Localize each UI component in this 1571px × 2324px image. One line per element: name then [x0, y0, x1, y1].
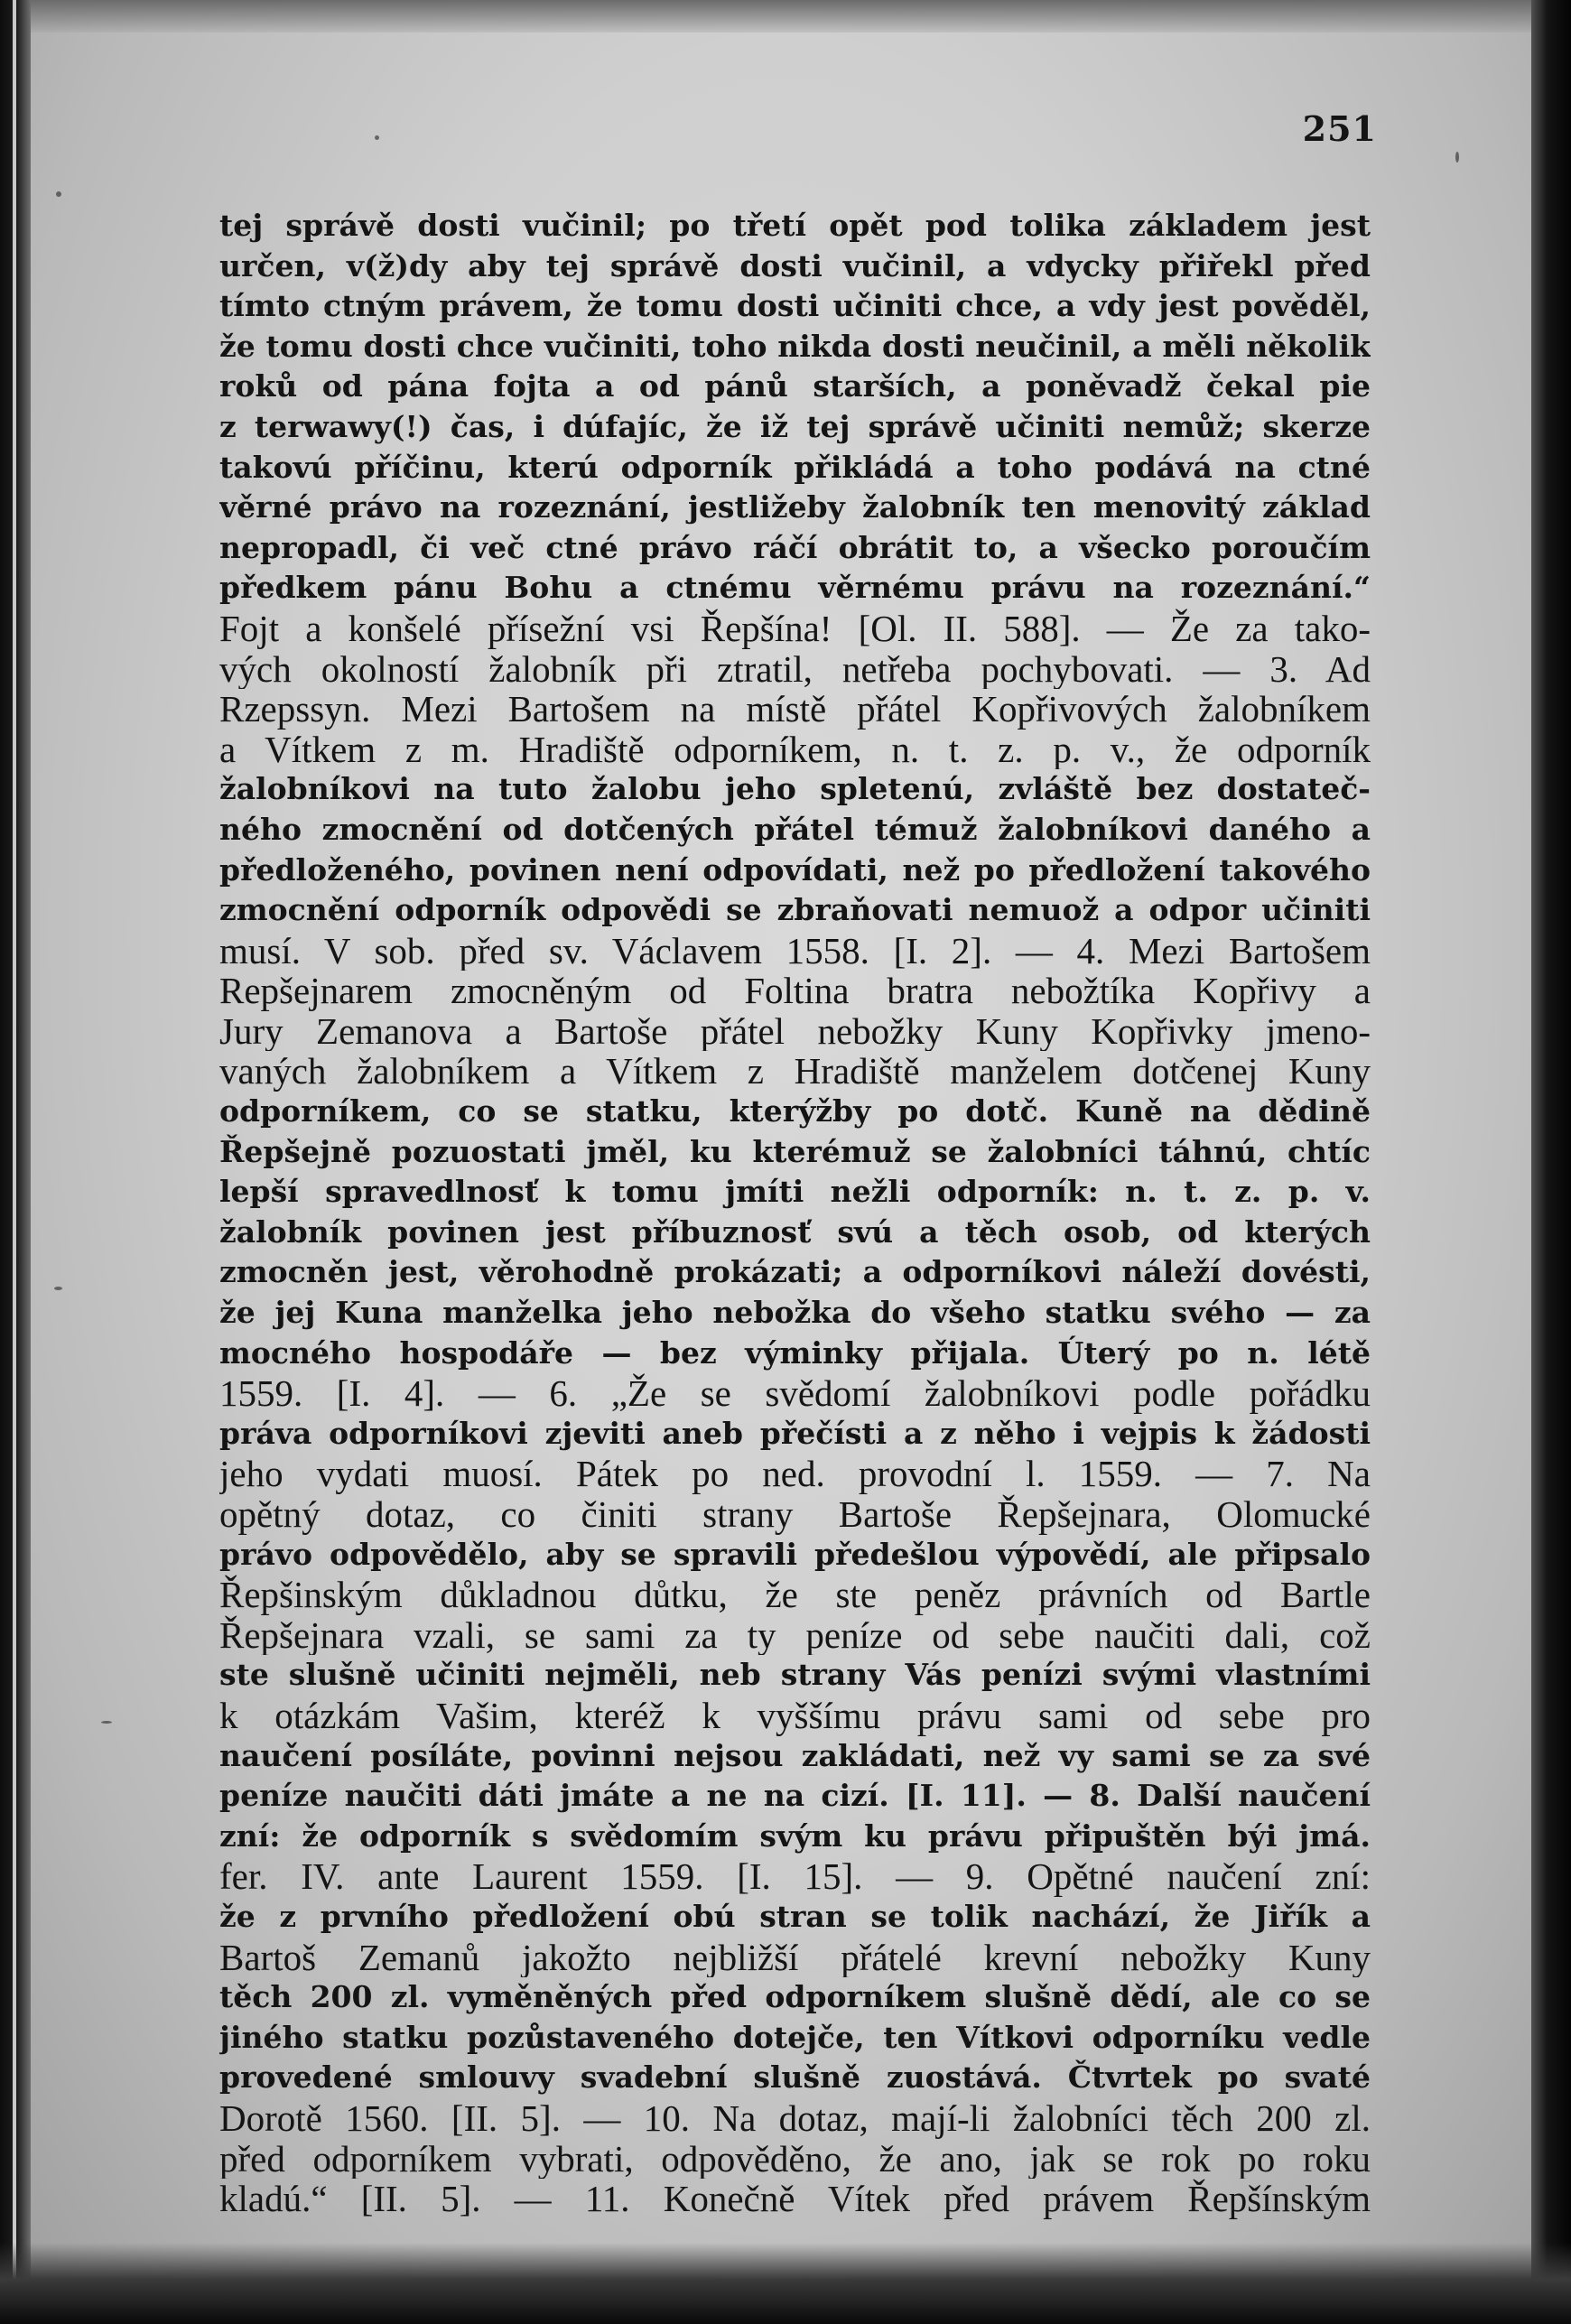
text-line: z terwawy(!) čas, i dúfajíc, že iž tej správě učiniti nemůž; skerze [219, 408, 1371, 444]
text-line: odporníkem, co se statku, kterýžby po dotč. Kuně na dědině [219, 1093, 1371, 1129]
text-line: Fojt a konšelé přísežní vsi Řepšína! [Ol. II. 588]. — Že za tako- [219, 608, 1371, 649]
text-line: vaných žalobníkem a Vítkem z Hradiště manželem dotčenej Kuny [219, 1051, 1371, 1092]
text-line: k otázkám Vašim, kteréž k vyššímu právu sami od sebe pro [219, 1695, 1371, 1736]
text-line: Jury Zemanova a Bartoše přátel nebožky Kuny Kopřivky jmeno- [219, 1010, 1371, 1052]
text-line: kladú.“ [II. 5]. — 11. Konečně Vítek před právem Řepšínským [219, 2179, 1371, 2219]
text-line: 1559. [I. 4]. — 6. „Že se svědomí žalobníkovi podle pořádku [219, 1373, 1371, 1414]
text-line: určen, v(ž)dy aby tej správě dosti vučinil, a vdycky přiřekl před [219, 247, 1371, 284]
text-line: Repšejnarem zmocněným od Foltina bratra nebožtíka Kopřivy a [219, 971, 1371, 1011]
text-line: právo odpovědělo, aby se spravili předešlou výpovědí, ale připsalo [219, 1536, 1371, 1572]
text-line: těch 200 zl. vyměněných před odporníkem slušně dědí, ale co se [219, 1979, 1371, 2015]
text-line: Rzepssyn. Mezi Bartošem na místě přátel Kopřivových žalobníkem [219, 689, 1371, 730]
text-line: žalobník povinen jest příbuznosť svú a těch osob, od kterých [219, 1213, 1371, 1250]
text-line: že z prvního předložení obú stran se tolik nachází, že Jiřík a [219, 1898, 1371, 1934]
text-line: naučení posíláte, povinni nejsou zakládati, než vy sami se za své [219, 1737, 1371, 1773]
text-line: že tomu dosti chce vučiniti, toho nikda dosti neučinil, a měli několik [219, 328, 1371, 364]
text-line: musí. V sob. před sv. Václavem 1558. [I. 2]. — 4. Mezi Bartošem [219, 930, 1371, 971]
scan-speck [375, 135, 379, 140]
text-line: ného zmocnění od dotčených přátel témuž žalobníkovi daného a [219, 811, 1371, 847]
text-line: věrné právo na rozeznání, jestližeby žalobník ten menovitý základ [219, 489, 1371, 525]
text-line: a Vítkem z m. Hradiště odporníkem, n. t. z. p. v., že odporník [219, 729, 1371, 770]
text-line: tímto ctným právem, že tomu dosti učiniti chce, a vdy jest pověděl, [219, 288, 1371, 324]
page-bottom-shadow [0, 2243, 1571, 2324]
text-line: jiného statku pozůstaveného dotejče, ten Vítkovi odporníku vedle [219, 2019, 1371, 2055]
text-line: zmocněn jest, věrohodně prokázati; a odporníkovi náleží dovésti, [219, 1254, 1371, 1290]
scan-speck [1455, 152, 1459, 163]
page-right-edge [1531, 0, 1571, 2324]
text-line: předloženého, povinen není odpovídati, než po předložení takového [219, 851, 1371, 888]
text-line: Řepšejně pozuostati jměl, ku kterémuž se žalobníci táhnú, chtíc [219, 1133, 1371, 1169]
text-line: takovú příčinu, kterú odporník přikládá a toho podává na ctné [219, 449, 1371, 485]
text-line: provedené smlouvy svadební slušně zuostává. Čtvrtek po svaté [219, 2059, 1371, 2096]
text-line: že jej Kuna manželka jeho nebožka do všeho statku svého — za [219, 1295, 1371, 1331]
text-line: opětný dotaz, co činiti strany Bartoše Řepšejnara, Olomucké [219, 1494, 1371, 1535]
text-line: předkem pánu Bohu a ctnému věrnému právu na rozeznání.“ [219, 570, 1371, 606]
text-line: roků od pána fojta a od pánů starších, a poněvadž čekal pie [219, 368, 1371, 404]
text-line: žalobníkovi na tuto žalobu jeho spletenú, zvláště bez dostateč- [219, 771, 1371, 807]
text-line: Bartoš Zemanů jakožto nejbližší přátelé krevní nebožky Kuny [219, 1937, 1371, 1978]
text-line: práva odporníkovi zjeviti aneb přečísti a z něho i vejpis k žádosti [219, 1415, 1371, 1451]
text-line: zní: že odporník s svědomím svým ku právu připuštěn býi jmá. [219, 1817, 1371, 1854]
page-top-shadow [0, 0, 1571, 33]
text-line: fer. IV. ante Laurent 1559. [I. 15]. — 9. Opětné naučení zní: [219, 1856, 1371, 1897]
page-number: 251 [1302, 108, 1377, 149]
text-line: ste slušně učiniti nejměli, neb strany Vás penízi svými vlastními [219, 1657, 1371, 1693]
text-line: mocného hospodáře — bez výminky přijala. Úterý po n. létě [219, 1334, 1371, 1371]
text-line: lepší spravedlnosť k tomu jmíti nežli odporník: n. t. z. p. v. [219, 1174, 1371, 1210]
text-line: Dorotě 1560. [II. 5]. — 10. Na dotaz, mají-li žalobníci těch 200 zl. [219, 2097, 1371, 2139]
text-line: Řepšinským důkladnou důtku, že ste peněz právních od Bartle [219, 1575, 1371, 1615]
book-spine-edge [0, 0, 31, 2324]
scan-speck [101, 1721, 112, 1724]
text-line: před odporníkem vybrati, odpověděno, že ano, jak se rok po roku [219, 2138, 1371, 2180]
text-line: peníze naučiti dáti jmáte a ne na cizí. [I. 11]. — 8. Další naučení [219, 1778, 1371, 1814]
text-line: tej správě dosti vučinil; po třetí opět pod tolika základem jest [219, 208, 1371, 243]
text-line: jeho vydati muosí. Pátek po ned. provodní l. 1559. — 7. Na [219, 1454, 1371, 1494]
text-line: Řepšejnara vzali, se sami za ty peníze od sebe naučiti dali, což [219, 1614, 1371, 1656]
text-line: zmocnění odporník odpovědi se zbraňovati nemuož a odpor učiniti [219, 892, 1371, 928]
body-text [219, 206, 1371, 2219]
text-line: vých okolností žalobník při ztratil, netřeba pochybovati. — 3. Ad [219, 648, 1371, 690]
text-line: nepropadl, či več ctné právo ráčí obrátit to, a všecko poroučím [219, 529, 1371, 565]
scan-speck [54, 1287, 62, 1290]
scan-speck [56, 191, 61, 197]
